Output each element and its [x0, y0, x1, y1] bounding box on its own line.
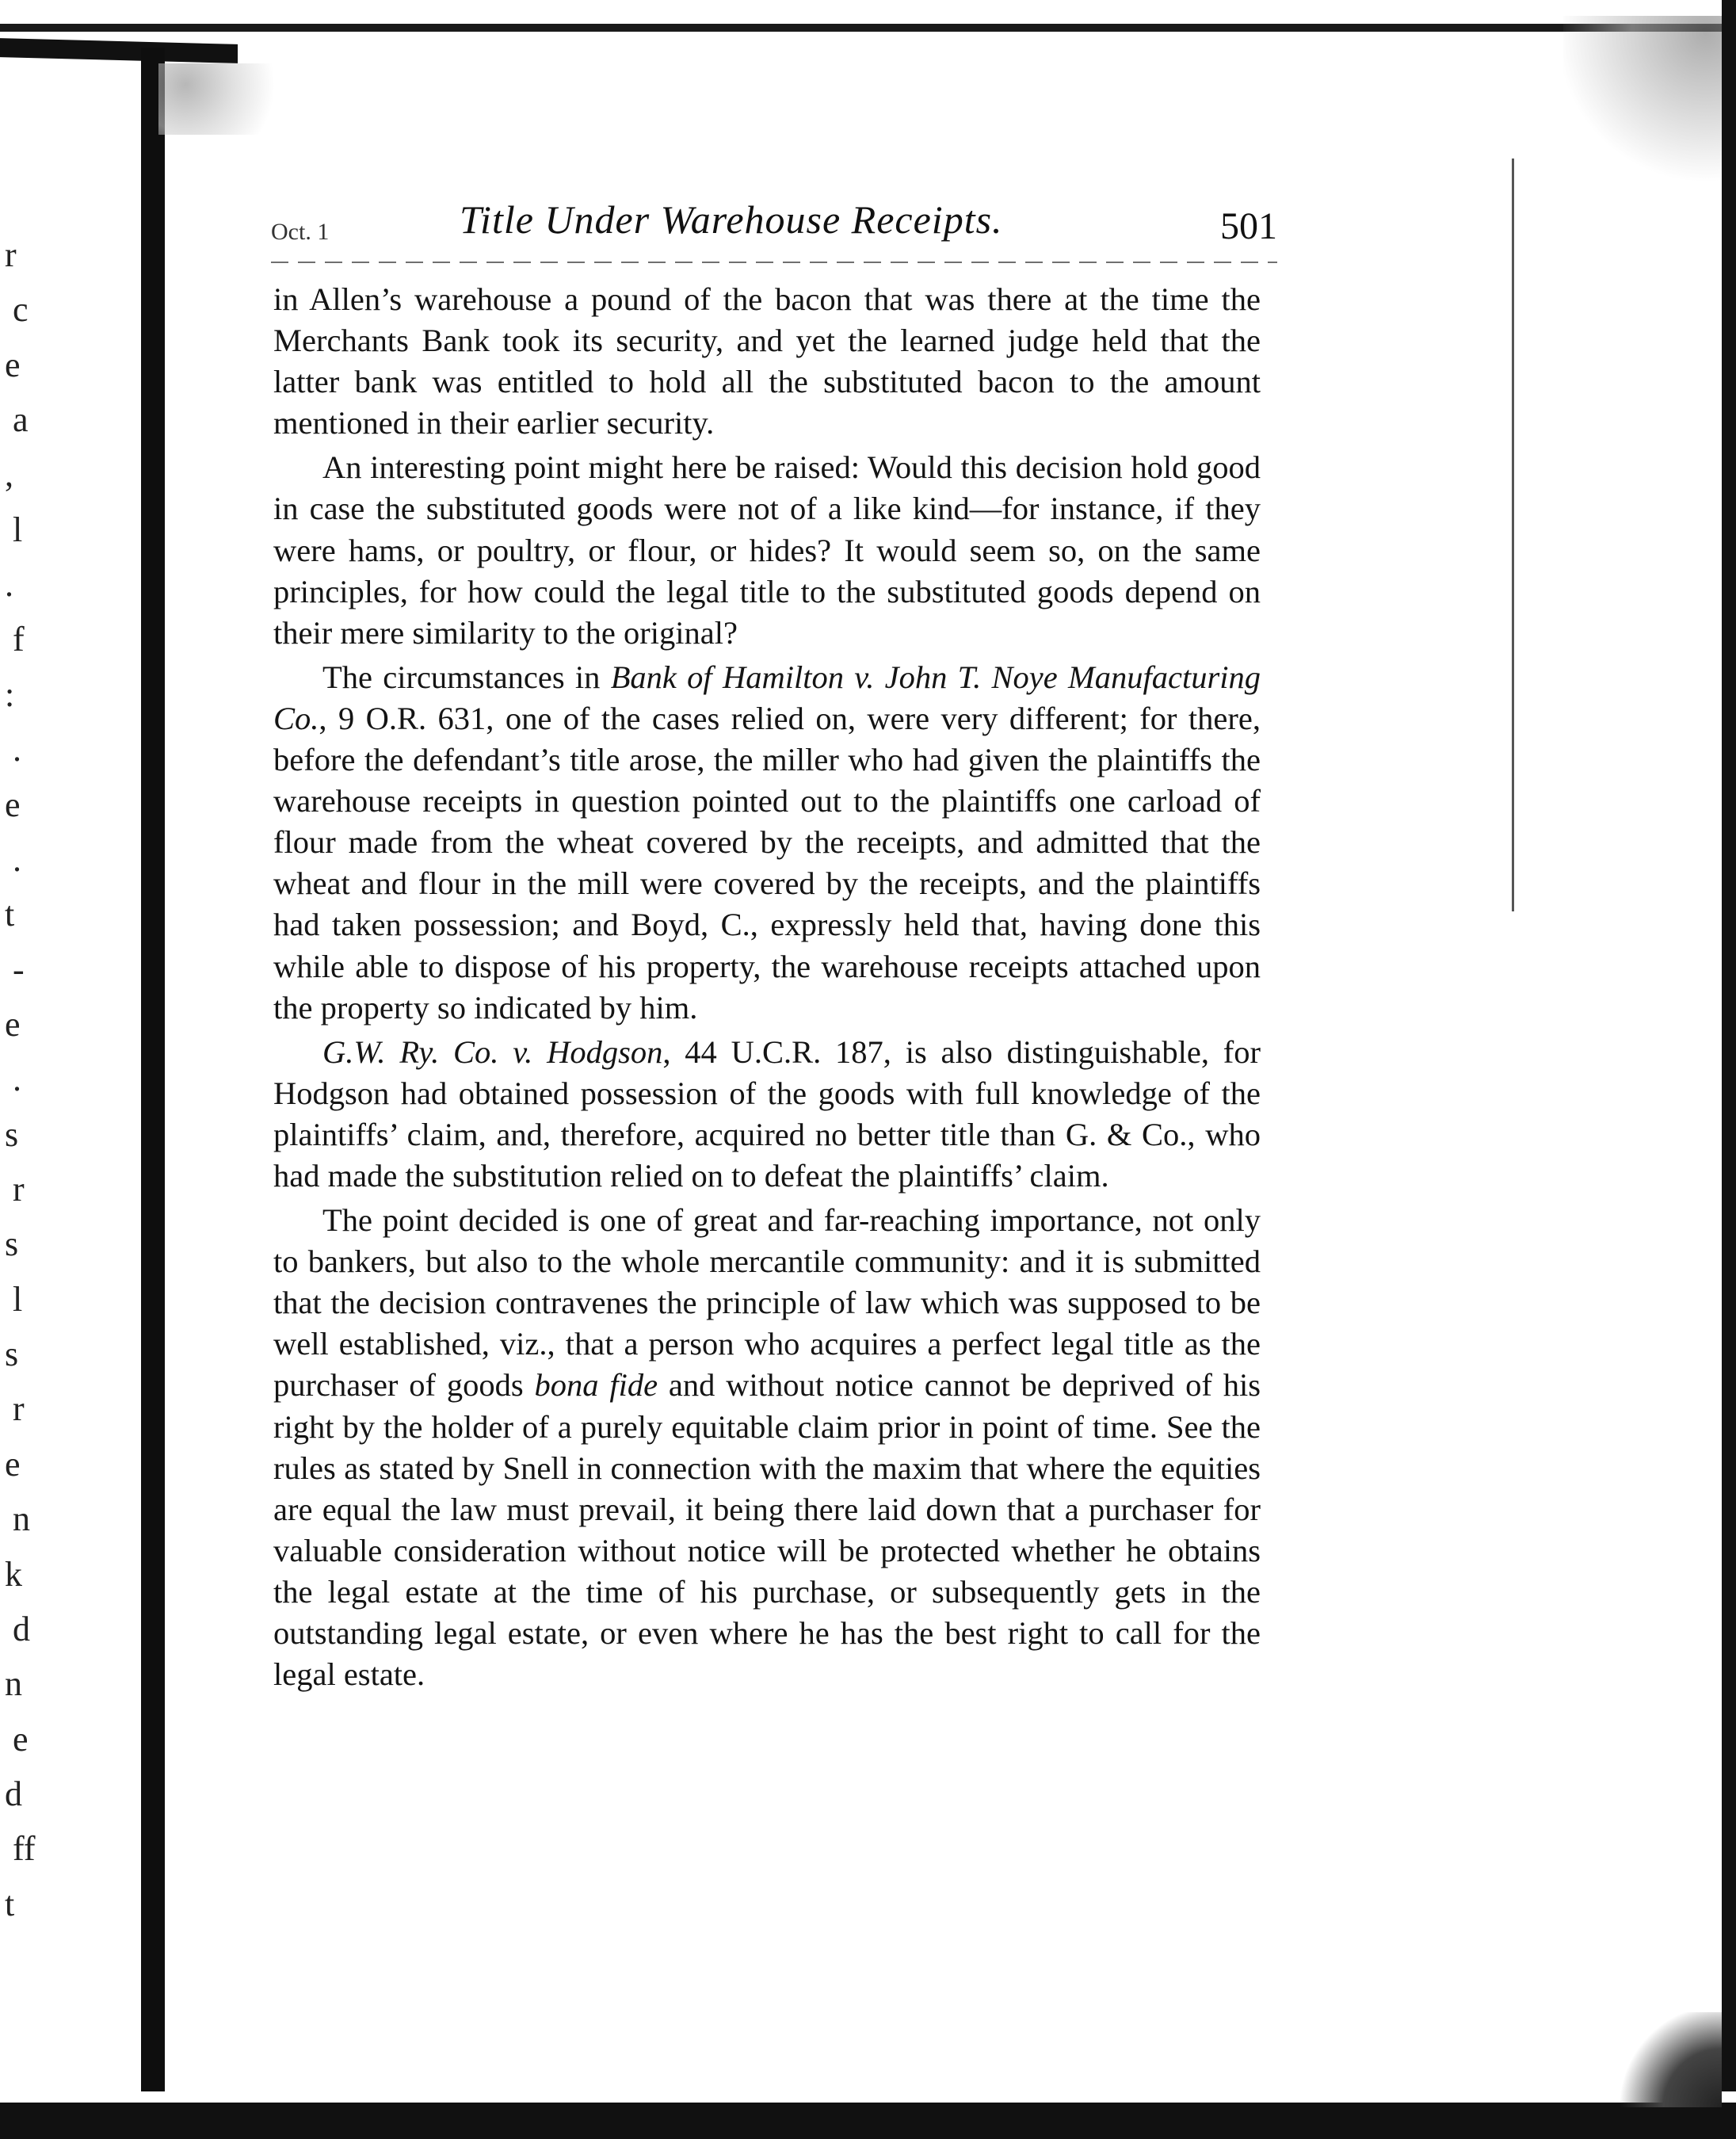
scan-border-top [0, 0, 1736, 32]
paragraph-3-lead: The circumstances in [322, 659, 611, 695]
facing-page-margin [0, 235, 95, 1981]
header-date: Oct. 1 [271, 219, 330, 245]
page-title: Title Under Warehouse Receipts. [460, 197, 1003, 242]
facing-page-fragment: . [13, 840, 21, 879]
scan-border-right [1722, 0, 1736, 2139]
running-head [271, 197, 1277, 260]
facing-page-fragment: t [5, 1885, 15, 1923]
facing-page-fragment: . [13, 1060, 21, 1098]
scan-speckle-top-left [158, 63, 293, 135]
case-citation-gw-ry: G.W. Ry. Co. v. Hodgson [322, 1033, 663, 1070]
facing-page-fragment: e [5, 1445, 21, 1484]
paragraph-3-rest: , 9 O.R. 631, one of the cases relied on, were very different; for there, before the defendant’s title arose, the miller who had given the plaintiffs the warehouse receipts in question pointed out to the plaintiffs one carload of flour made from the wheat covered by the receipts, and admitted that the wheat and flour in the mill were covered by the receipts, and the plaintiffs had taken possession; and Boyd, C., expressly held that, having done this while able to dispose of his property, the warehouse receipts attached upon the property so indicated by him. [273, 700, 1261, 1026]
facing-page-fragment: e [5, 1005, 21, 1044]
facing-page-fragment: n [13, 1499, 30, 1538]
facing-page-fragment: e [5, 346, 21, 384]
facing-page-fragment: r [13, 1170, 25, 1209]
facing-page-fragment: k [5, 1555, 22, 1594]
facing-page-fragment: e [5, 785, 21, 824]
facing-page-fragment: . [5, 565, 13, 604]
facing-page-fragment: : [5, 675, 15, 714]
facing-page-fragment: n [5, 1664, 22, 1703]
facing-page-fragment: - [13, 950, 25, 989]
margin-rule [1512, 159, 1514, 911]
facing-page-fragment: . [13, 730, 21, 769]
scan-corner-shadow [1611, 2012, 1722, 2107]
scan-speckle-top-right [1563, 16, 1722, 190]
facing-page-fragment: c [13, 290, 29, 329]
scan-border-bottom [0, 2091, 1736, 2139]
paragraph-2: An interesting point might here be raised: Would this decision hold good in case the substituted goods were not of a like kind—for instance, if they were hams, or poultry, or flour, or hides? It would seem so, on the same principles, for how could the legal title to the substituted goods depend on their mere similarity to the original? [273, 449, 1261, 651]
facing-page-fragment: r [5, 235, 17, 274]
paragraph-1: in Allen’s warehouse a pound of the bacon that was there at the time the Merchants Bank took its security, and yet the learned judge held that the latter bank was entitled to hold all the substituted bacon to the amount mentioned in their earlier security. [273, 281, 1261, 441]
header-rule [271, 262, 1277, 263]
facing-page-fragment: , [5, 455, 13, 494]
paragraph-5-rest: and without notice cannot be deprived of his right by the holder of a purely equitable claim prior in point of time. See the rules as stated by Snell in connection with the maxim that where the equities are equal the law must prevail, it being there laid down that a purchaser for valuable consideration without notice will be protected whether he obtains the legal estate at the time of his purchase, or subsequently gets in the outstanding legal estate, or even where he has the best right to call for the legal estate. [273, 1367, 1261, 1693]
facing-page-fragment: l [13, 1280, 23, 1319]
facing-page-fragment: s [5, 1335, 19, 1373]
facing-page-fragment: a [13, 400, 29, 439]
paragraph-5 [273, 1200, 1261, 1695]
facing-page-fragment: s [5, 1224, 19, 1263]
facing-page-fragment: s [5, 1115, 19, 1154]
facing-page-fragment: r [13, 1389, 25, 1428]
facing-page-fragment: ff [13, 1829, 36, 1868]
facing-page-fragment: e [13, 1720, 29, 1759]
facing-page-fragment: d [5, 1774, 22, 1813]
paragraph-5-lead: The point decided is one of great and far-reaching importance, not only to bankers, but also to the whole mercantile community: and it is submitted that the decision contravenes the principle of law which was supposed to be well established, viz., that a person who acquires a perfect legal title as the purchaser of goods [273, 1202, 1261, 1404]
facing-page-fragment: f [13, 620, 25, 659]
page-number: 501 [1220, 205, 1277, 247]
paragraph-4-rest: , 44 U.C.R. 187, is also distinguishable, for Hodgson had obtained possession of the goods with full knowledge of the plaintiffs’ claim, and, therefore, acquired no better title than G. & Co., who had made the substitution relied on to defeat the plaintiffs’ claim. [273, 1033, 1261, 1194]
body-text [273, 279, 1261, 1698]
facing-page-fragment: l [13, 510, 23, 549]
scan-border-left [141, 48, 165, 2108]
case-citation-bank-of-hamilton: Bank of Hamilton v. John T. Noye Manufacturing Co. [273, 659, 1261, 736]
bona-fide-phrase: bona fide [534, 1367, 658, 1404]
paragraph-4 [273, 1032, 1261, 1197]
paragraph-3 [273, 657, 1261, 1029]
scan-border-top-shadow [0, 38, 238, 63]
facing-page-fragment: t [5, 895, 15, 934]
facing-page-fragment: d [13, 1610, 30, 1648]
